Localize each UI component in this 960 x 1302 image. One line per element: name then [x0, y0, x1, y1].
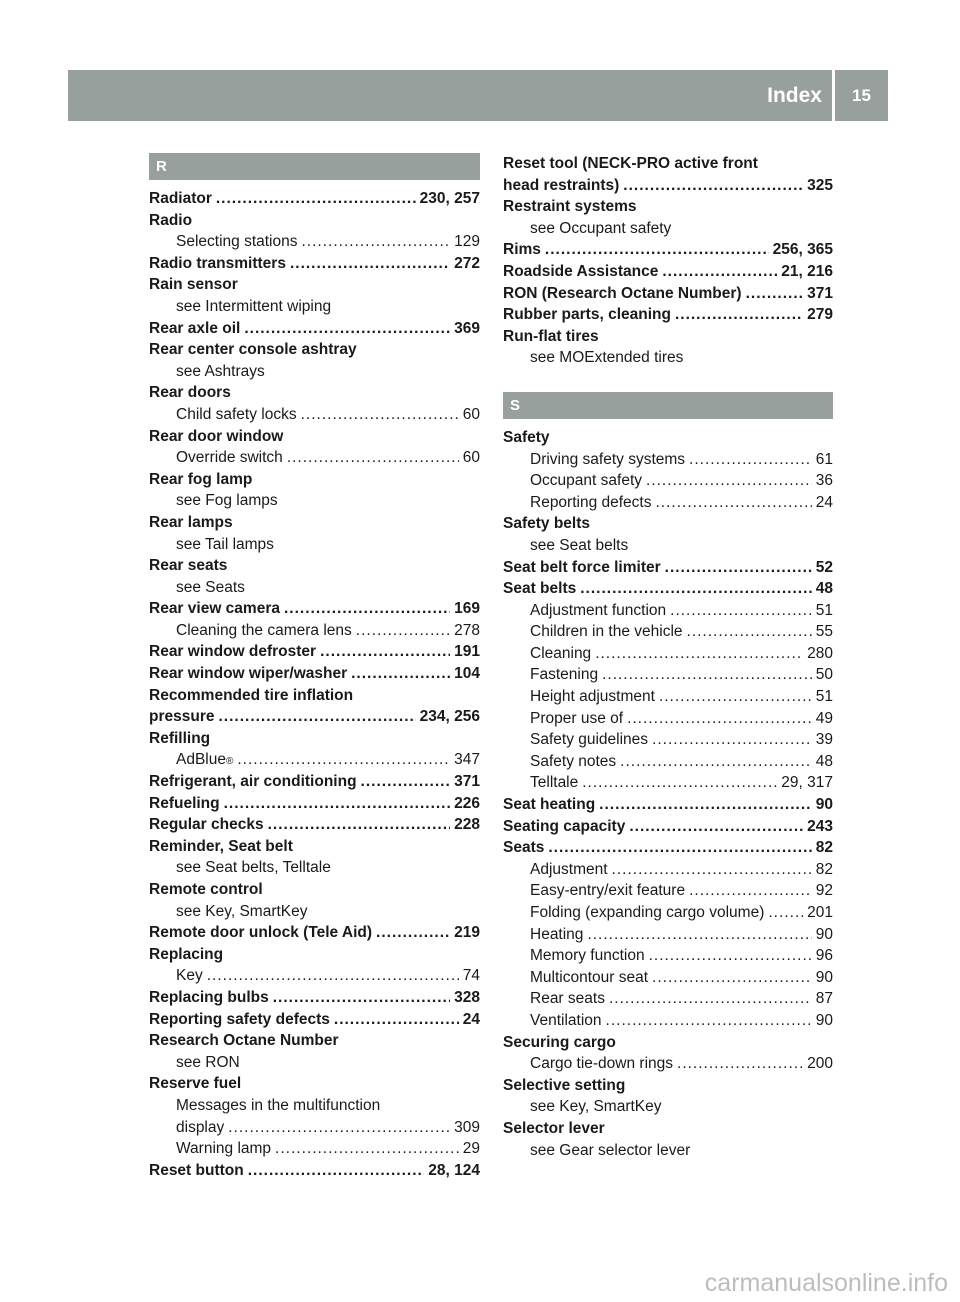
- page-reference: 228: [454, 816, 480, 834]
- index-entry: [503, 261, 833, 283]
- index-entry: [503, 794, 833, 816]
- entry-text: display: [176, 1118, 225, 1136]
- page-reference: 82: [815, 860, 833, 878]
- entry-text: Roadside Assistance: [503, 262, 659, 280]
- entry-text: Height adjustment: [530, 688, 655, 706]
- page-reference: 243: [807, 817, 833, 835]
- leader-dots: [606, 1010, 812, 1032]
- entry-text: Radio transmitters: [149, 254, 286, 272]
- watermark: carmanualsonline.info: [704, 1269, 948, 1297]
- index-entry: [503, 557, 833, 579]
- page-reference: 278: [454, 621, 480, 639]
- index-subentry: [503, 880, 833, 902]
- index-subentry: [149, 296, 480, 318]
- index-entry: [149, 987, 480, 1009]
- leader-dots: [545, 239, 769, 261]
- index-entry: [503, 239, 833, 261]
- index-subentry: [149, 534, 480, 556]
- index-entry: [149, 1030, 480, 1052]
- entry-text: Seat belt force limiter: [503, 558, 661, 576]
- index-entry: [149, 339, 480, 361]
- index-subentry: [503, 449, 833, 471]
- entry-text: see Seat belts, Telltale: [176, 859, 331, 877]
- index-entry: [149, 210, 480, 232]
- leader-dots: [659, 686, 812, 708]
- entry-text: Ventilation: [530, 1011, 602, 1029]
- leader-dots: [237, 749, 450, 771]
- leader-dots: [670, 600, 812, 622]
- entry-text: Rear window wiper/washer: [149, 665, 348, 683]
- entry-text: see Occupant safety: [530, 219, 672, 237]
- index-subentry: [149, 1117, 480, 1139]
- index-entry: [149, 426, 480, 448]
- entry-text: Selector lever: [503, 1119, 605, 1137]
- index-subentry: [149, 857, 480, 879]
- leader-dots: [376, 922, 450, 944]
- index-subentry: [503, 643, 833, 665]
- entry-text: Rear doors: [149, 384, 231, 402]
- leader-dots: [620, 751, 812, 773]
- index-subentry: [149, 901, 480, 923]
- page-reference: 226: [454, 794, 480, 812]
- entry-text: Rear fog lamp: [149, 470, 253, 488]
- leader-dots: [627, 708, 812, 730]
- entry-text: Reserve fuel: [149, 1075, 242, 1093]
- leader-dots: [302, 231, 451, 253]
- entry-text: Seating capacity: [503, 817, 626, 835]
- page-reference: 279: [807, 306, 833, 324]
- leader-dots: [218, 706, 415, 728]
- index-subentry: [503, 988, 833, 1010]
- page-reference: 48: [815, 752, 833, 770]
- entry-text: Rims: [503, 241, 541, 259]
- leader-dots: [268, 814, 451, 836]
- entry-text: pressure: [149, 708, 215, 726]
- index-subentry: [503, 470, 833, 492]
- index-entry: [503, 196, 833, 218]
- leader-dots: [675, 304, 803, 326]
- index-entry: [149, 253, 480, 275]
- entry-text: Rear view camera: [149, 600, 280, 618]
- leader-dots: [652, 967, 812, 989]
- index-entry: [149, 1073, 480, 1095]
- entry-text: see Seat belts: [530, 536, 629, 554]
- index-subentry: [149, 1095, 480, 1117]
- index-entry: [503, 816, 833, 838]
- page-reference: 369: [454, 319, 480, 337]
- index-subentry: [149, 1138, 480, 1160]
- index-entry: [503, 153, 833, 175]
- index-subentry: [503, 945, 833, 967]
- page-reference: 87: [815, 990, 833, 1008]
- leader-dots: [623, 175, 803, 197]
- entry-text: Rear seats: [530, 990, 605, 1008]
- leader-dots: [273, 987, 450, 1009]
- index-entry: [149, 1160, 480, 1182]
- letter-heading-s: S: [503, 392, 833, 419]
- entry-text: see Intermittent wiping: [176, 297, 332, 315]
- index-entry: [149, 555, 480, 577]
- leader-dots: [746, 283, 804, 305]
- index-entry: [149, 641, 480, 663]
- index-entry: [149, 944, 480, 966]
- page-reference: 191: [454, 643, 480, 661]
- entry-text: Reporting defects: [530, 493, 652, 511]
- index-entry: [149, 814, 480, 836]
- entry-text: Telltale: [530, 774, 579, 792]
- entry-text: Seat belts: [503, 580, 577, 598]
- leader-dots: [768, 902, 803, 924]
- entry-text: Seats: [503, 839, 545, 857]
- leader-dots: [677, 1053, 803, 1075]
- index-subentry: [503, 664, 833, 686]
- entry-text: Cleaning: [530, 644, 592, 662]
- leader-dots: [602, 664, 812, 686]
- entry-text: Rubber parts, cleaning: [503, 306, 671, 324]
- page-reference: 48: [815, 580, 833, 598]
- entry-text: Restraint systems: [503, 198, 637, 216]
- leader-dots: [662, 261, 777, 283]
- index-entry: [503, 513, 833, 535]
- entry-text: see Key, SmartKey: [176, 902, 308, 920]
- entry-text: AdBlue: [176, 751, 226, 769]
- page-reference: 90: [815, 796, 833, 814]
- leader-dots: [595, 643, 803, 665]
- leader-dots: [689, 449, 812, 471]
- leader-dots: [582, 772, 777, 794]
- entry-text: Reporting safety defects: [149, 1010, 330, 1028]
- index-entry: [149, 274, 480, 296]
- index-subentry: [503, 218, 833, 240]
- leader-dots: [216, 188, 416, 210]
- page-reference: 39: [815, 731, 833, 749]
- page-header: [68, 70, 888, 121]
- entry-text: head restraints): [503, 176, 620, 194]
- leader-dots: [580, 578, 812, 600]
- index-subentry: [149, 361, 480, 383]
- page-reference: 230, 257: [419, 190, 480, 207]
- entry-text: see Gear selector lever: [530, 1141, 691, 1159]
- page-reference: 52: [815, 558, 833, 576]
- page-reference: 280: [807, 644, 833, 662]
- index-subentry: [149, 490, 480, 512]
- index-entry: [149, 188, 480, 210]
- index-subentry: [503, 1140, 833, 1162]
- index-entry: [149, 685, 480, 707]
- index-entries-s: [503, 427, 833, 1161]
- entry-text: Proper use of: [530, 709, 624, 727]
- entry-text: Research Octane Number: [149, 1032, 339, 1050]
- entry-text: Radiator: [149, 190, 212, 207]
- index-entries-r: [149, 188, 480, 1181]
- index-entry: [149, 728, 480, 750]
- entry-text: Cargo tie-down rings: [530, 1055, 674, 1073]
- index-entry: [149, 793, 480, 815]
- page-reference: 24: [815, 493, 833, 511]
- leader-dots: [287, 447, 459, 469]
- entry-text: Driving safety systems: [530, 450, 686, 468]
- page-reference: 92: [815, 882, 833, 900]
- entry-text: see MOExtended tires: [530, 349, 684, 367]
- page-reference: 272: [454, 254, 480, 272]
- index-subentry: [149, 965, 480, 987]
- entry-text: Key: [176, 967, 203, 985]
- page-reference: 74: [462, 967, 480, 985]
- page-reference: 51: [815, 688, 833, 706]
- entry-text: Selecting stations: [176, 233, 298, 251]
- index-entry: [149, 663, 480, 685]
- leader-dots: [275, 1138, 459, 1160]
- entry-text: Remote door unlock (Tele Aid): [149, 924, 373, 942]
- entry-text: Recommended tire inflation: [149, 686, 354, 704]
- index-entry: [149, 771, 480, 793]
- page-reference: 36: [815, 472, 833, 490]
- index-entry: [503, 837, 833, 859]
- page-reference: 347: [454, 751, 480, 769]
- index-entry: [503, 427, 833, 449]
- entry-text: Cleaning the camera lens: [176, 621, 352, 639]
- page-reference: 371: [454, 773, 480, 791]
- page-reference: 169: [454, 600, 480, 618]
- entry-text: Rear center console ashtray: [149, 341, 357, 359]
- entry-text: Rear door window: [149, 427, 284, 445]
- page-reference: 96: [815, 947, 833, 965]
- entry-text: Rear axle oil: [149, 319, 241, 337]
- index-entry: [503, 304, 833, 326]
- entry-text: Override switch: [176, 449, 283, 467]
- entry-text: see RON: [176, 1053, 240, 1071]
- entry-text: Remote control: [149, 881, 263, 898]
- index-entry: [149, 836, 480, 858]
- entry-text: Safety: [503, 428, 550, 446]
- entry-text: Radio: [149, 211, 193, 229]
- page-reference: 60: [462, 449, 480, 467]
- index-entry: [149, 706, 480, 728]
- page-reference: 28, 124: [428, 1161, 480, 1179]
- leader-dots: [689, 880, 812, 902]
- page-reference: 49: [815, 709, 833, 727]
- page-reference: 29, 317: [781, 774, 833, 792]
- page-reference: 104: [454, 665, 480, 683]
- entry-text: Messages in the multifunction: [176, 1096, 381, 1114]
- entry-text: Refrigerant, air conditioning: [149, 773, 357, 791]
- leader-dots: [687, 621, 812, 643]
- index-subentry: [149, 404, 480, 426]
- index-subentry: [503, 1010, 833, 1032]
- index-entry: [149, 598, 480, 620]
- entry-text: Replacing: [149, 945, 224, 963]
- leader-dots: [228, 1117, 450, 1139]
- entry-text: see Seats: [176, 578, 245, 596]
- index-entry: [503, 1032, 833, 1054]
- leader-dots: [599, 794, 812, 816]
- leader-dots: [320, 641, 450, 663]
- entry-text: Refilling: [149, 729, 211, 747]
- index-subentry: [149, 620, 480, 642]
- index-subentry: [149, 231, 480, 253]
- entry-text: see Ashtrays: [176, 362, 265, 380]
- index-entry: [503, 1075, 833, 1097]
- index-entry: [149, 1009, 480, 1031]
- page-reference: 21, 216: [781, 262, 833, 280]
- index-subentry: [503, 600, 833, 622]
- entry-text: Reminder, Seat belt: [149, 837, 293, 855]
- index-subentry: [503, 924, 833, 946]
- index-entry: [149, 382, 480, 404]
- page-reference: 60: [462, 405, 480, 423]
- index-subentry: [503, 686, 833, 708]
- leader-dots: [587, 924, 811, 946]
- section-title: Index: [767, 84, 822, 107]
- index-entries-r-continued: [503, 153, 833, 369]
- page-reference: 90: [815, 925, 833, 943]
- page-reference: 201: [807, 904, 833, 921]
- page-reference: 90: [815, 1011, 833, 1029]
- index-subentry: [503, 621, 833, 643]
- leader-dots: [652, 729, 812, 751]
- entry-text: Child safety locks: [176, 405, 297, 423]
- leader-dots: [361, 771, 451, 793]
- entry-text: Rear window defroster: [149, 643, 317, 661]
- index-subentry: [503, 535, 833, 557]
- index-entry: [503, 1118, 833, 1140]
- index-subentry: [503, 751, 833, 773]
- entry-text: Warning lamp: [176, 1140, 272, 1158]
- leader-dots: [224, 793, 451, 815]
- entry-text: Occupant safety: [530, 472, 643, 490]
- index-entry: [503, 326, 833, 348]
- index-subentry: [503, 729, 833, 751]
- index-entry: [149, 512, 480, 534]
- letter-heading-r: R: [149, 153, 480, 180]
- entry-text: Reset button: [149, 1161, 244, 1179]
- index-subentry: [149, 1052, 480, 1074]
- entry-text: Adjustment: [530, 860, 608, 878]
- index-entry: [503, 175, 833, 197]
- index-entry: [149, 879, 480, 901]
- leader-dots: [646, 470, 812, 492]
- index-subentry: [503, 967, 833, 989]
- index-subentry: [503, 347, 833, 369]
- leader-dots: [284, 598, 450, 620]
- entry-text: Replacing bulbs: [149, 988, 269, 1006]
- index-subentry: [503, 492, 833, 514]
- page-reference: 24: [462, 1010, 480, 1028]
- index-subentry: [503, 1096, 833, 1118]
- page-reference: 371: [807, 284, 833, 302]
- entry-text: Rear seats: [149, 557, 228, 575]
- entry-text: Safety belts: [503, 515, 591, 533]
- index-subentry: [503, 1053, 833, 1075]
- leader-dots: [207, 965, 459, 987]
- index-subentry: [503, 708, 833, 730]
- leader-dots: [334, 1009, 459, 1031]
- entry-text: Rear lamps: [149, 513, 233, 531]
- entry-text: Rain sensor: [149, 276, 238, 294]
- index-entry: [149, 922, 480, 944]
- index-column-left: [149, 153, 480, 1181]
- page-reference: 219: [454, 924, 480, 942]
- page-reference: 325: [807, 176, 833, 194]
- leader-dots: [356, 620, 450, 642]
- leader-dots: [244, 318, 450, 340]
- page-reference: 50: [815, 666, 833, 684]
- leader-dots: [290, 253, 450, 275]
- entry-text: Easy-entry/exit feature: [530, 882, 686, 900]
- index-entry: [149, 469, 480, 491]
- index-subentry: [503, 772, 833, 794]
- entry-text: Safety guidelines: [530, 731, 649, 749]
- leader-dots: [351, 663, 450, 685]
- page-reference: 55: [815, 623, 833, 641]
- entry-text: Run-flat tires: [503, 327, 599, 345]
- page-reference: 129: [454, 233, 480, 251]
- leader-dots: [665, 557, 812, 579]
- entry-text: Memory function: [530, 947, 645, 965]
- entry-text: Safety notes: [530, 752, 617, 770]
- index-column-right: [503, 153, 833, 1161]
- page-reference: 90: [815, 968, 833, 986]
- page-reference: 328: [454, 988, 480, 1006]
- entry-text: Seat heating: [503, 796, 596, 814]
- entry-text: Fastening: [530, 666, 599, 684]
- entry-text: RON (Research Octane Number): [503, 284, 742, 302]
- page-reference: 29: [462, 1140, 480, 1158]
- entry-text: Folding (expanding cargo volume): [530, 904, 765, 921]
- page-reference: 200: [807, 1055, 833, 1073]
- page-reference: 256, 365: [772, 241, 833, 259]
- entry-text: Children in the vehicle: [530, 623, 683, 641]
- page-reference: 234, 256: [419, 708, 480, 726]
- leader-dots: [612, 859, 812, 881]
- entry-text: Securing cargo: [503, 1033, 616, 1051]
- leader-dots: [649, 945, 812, 967]
- entry-text: Selective setting: [503, 1076, 626, 1094]
- index-entry: [503, 283, 833, 305]
- index-entry: [503, 578, 833, 600]
- entry-text: Adjustment function: [530, 601, 667, 619]
- index-subentry: [149, 447, 480, 469]
- page-number: 15: [852, 86, 871, 105]
- leader-dots: [248, 1160, 425, 1182]
- entry-text: Heating: [530, 925, 584, 943]
- entry-text: see Tail lamps: [176, 535, 274, 553]
- index-entry: [149, 318, 480, 340]
- index-subentry: AdBlue ® ..... 347: [149, 749, 480, 771]
- page-reference: 309: [454, 1118, 480, 1136]
- entry-text: Refueling: [149, 794, 220, 812]
- entry-text: Multicontour seat: [530, 968, 649, 986]
- leader-dots: [629, 816, 803, 838]
- leader-dots: [656, 492, 812, 514]
- index-subentry: [503, 859, 833, 881]
- page-reference: 51: [815, 601, 833, 619]
- index-subentry: [149, 577, 480, 599]
- index-subentry: [503, 902, 833, 924]
- entry-text: see Fog lamps: [176, 492, 278, 510]
- leader-dots: [548, 837, 811, 859]
- page-reference: 61: [815, 450, 833, 468]
- entry-text: Regular checks: [149, 816, 264, 834]
- leader-dots: [609, 988, 812, 1010]
- page-reference: 82: [815, 839, 833, 857]
- entry-text: Reset tool (NECK-PRO active front: [503, 155, 758, 172]
- leader-dots: [301, 404, 459, 426]
- entry-text: see Key, SmartKey: [530, 1098, 662, 1116]
